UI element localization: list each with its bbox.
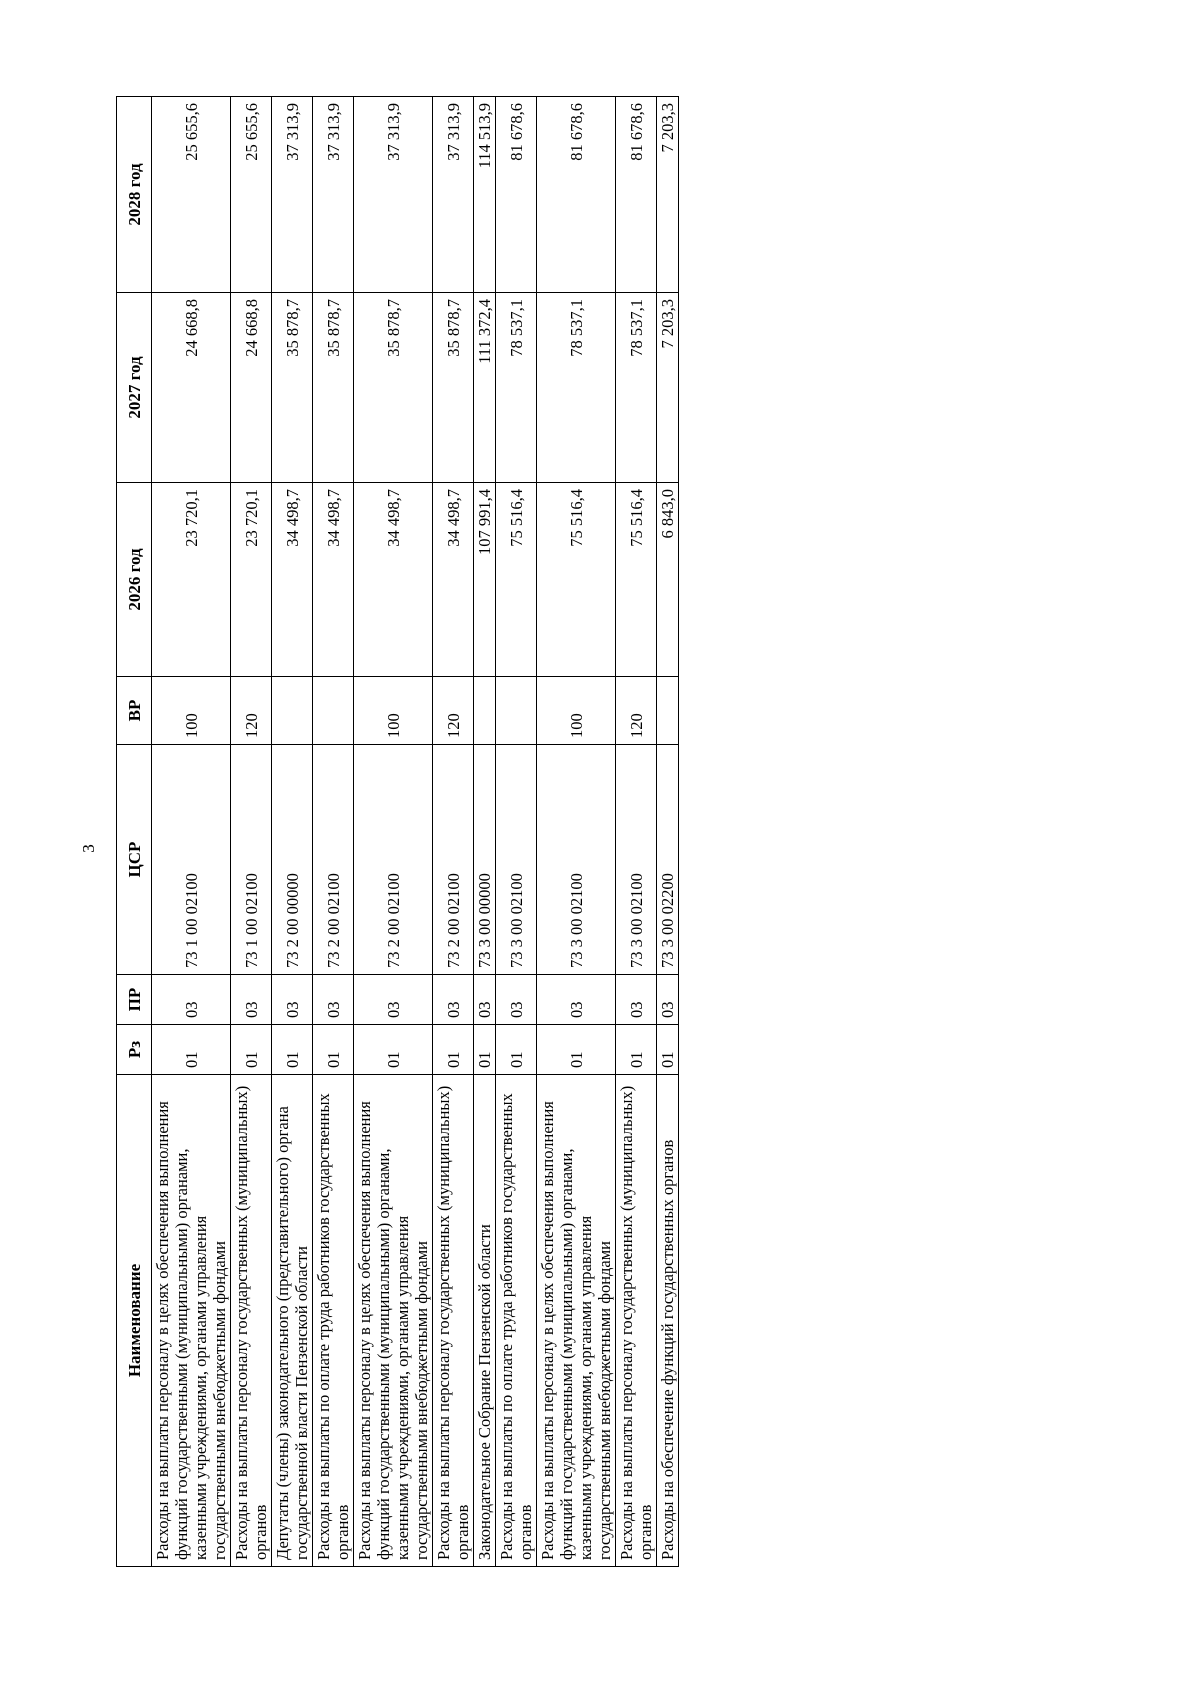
cell-rz: 01 [272, 1025, 313, 1075]
cell-rz: 01 [433, 1025, 474, 1075]
header-pr: ПР [117, 975, 152, 1025]
header-vr: ВР [117, 677, 152, 745]
cell-2027: 7 203,3 [657, 293, 679, 483]
cell-2027: 35 878,7 [313, 293, 354, 483]
cell-rz: 01 [354, 1025, 433, 1075]
cell-2026: 34 498,7 [433, 483, 474, 677]
cell-2026: 34 498,7 [313, 483, 354, 677]
table-row [657, 97, 679, 1567]
cell-csr: 73 2 00 02100 [433, 745, 474, 975]
cell-2028: 37 313,9 [313, 97, 354, 293]
cell-name: Расходы на выплаты персоналу государственных (муниципальных) органов [231, 1075, 272, 1567]
cell-name: Расходы на выплаты по оплате труда работников государственных органов [313, 1075, 354, 1567]
cell-pr: 03 [496, 975, 537, 1025]
page-number: 3 [78, 844, 98, 853]
cell-vr [313, 677, 354, 745]
header-name: Наименование [117, 1075, 152, 1567]
cell-name: Расходы на выплаты по оплате труда работников государственных органов [496, 1075, 537, 1567]
cell-2027: 78 537,1 [537, 293, 616, 483]
cell-csr: 73 3 00 02100 [616, 745, 657, 975]
cell-csr: 73 3 00 02100 [537, 745, 616, 975]
cell-2028: 37 313,9 [272, 97, 313, 293]
cell-2028: 37 313,9 [433, 97, 474, 293]
cell-csr: 73 3 00 00000 [474, 745, 496, 975]
header-csr: ЦСР [117, 745, 152, 975]
cell-csr: 73 2 00 00000 [272, 745, 313, 975]
cell-2027: 111 372,4 [474, 293, 496, 483]
cell-2028: 81 678,6 [616, 97, 657, 293]
cell-rz: 01 [496, 1025, 537, 1075]
cell-name: Депутаты (члены) законодательного (представительного) органа государственной власти Пензенской области [272, 1075, 313, 1567]
cell-csr: 73 2 00 02100 [313, 745, 354, 975]
cell-name: Расходы на выплаты персоналу государственных (муниципальных) органов [616, 1075, 657, 1567]
cell-2027: 78 537,1 [496, 293, 537, 483]
header-2027: 2027 год [117, 293, 152, 483]
cell-rz: 01 [616, 1025, 657, 1075]
cell-2028: 25 655,6 [152, 97, 231, 293]
cell-pr: 03 [657, 975, 679, 1025]
cell-2028: 114 513,9 [474, 97, 496, 293]
cell-csr: 73 2 00 02100 [354, 745, 433, 975]
table-row [152, 97, 231, 1567]
header-2028: 2028 год [117, 97, 152, 293]
cell-vr [272, 677, 313, 745]
cell-vr [474, 677, 496, 745]
cell-vr: 100 [537, 677, 616, 745]
table-header-row [117, 97, 152, 1567]
cell-2026: 75 516,4 [496, 483, 537, 677]
cell-2027: 35 878,7 [433, 293, 474, 483]
table-row [537, 97, 616, 1567]
cell-csr: 73 1 00 02100 [231, 745, 272, 975]
cell-name: Законодательное Собрание Пензенской области [474, 1075, 496, 1567]
table-row [231, 97, 272, 1567]
table-row [272, 97, 313, 1567]
cell-vr [496, 677, 537, 745]
cell-rz: 01 [537, 1025, 616, 1075]
cell-name: Расходы на выплаты персоналу в целях обеспечения выполнения функций государственными (муниципальными) органами, казенными учреждениями, органами управления государственными внебюджетными фондами [537, 1075, 616, 1567]
cell-2027: 24 668,8 [152, 293, 231, 483]
table-row [354, 97, 433, 1567]
table-body [152, 97, 679, 1567]
cell-2026: 23 720,1 [152, 483, 231, 677]
cell-2028: 81 678,6 [537, 97, 616, 293]
cell-vr [657, 677, 679, 745]
cell-pr: 03 [433, 975, 474, 1025]
cell-vr: 100 [152, 677, 231, 745]
cell-2028: 81 678,6 [496, 97, 537, 293]
cell-vr: 120 [616, 677, 657, 745]
header-2026: 2026 год [117, 483, 152, 677]
table-row [474, 97, 496, 1567]
cell-vr: 120 [433, 677, 474, 745]
cell-2026: 23 720,1 [231, 483, 272, 677]
table-row [616, 97, 657, 1567]
cell-2028: 25 655,6 [231, 97, 272, 293]
budget-table [116, 96, 679, 1567]
cell-csr: 73 1 00 02100 [152, 745, 231, 975]
cell-pr: 03 [313, 975, 354, 1025]
budget-table-rotated [116, 97, 1011, 1567]
cell-2028: 37 313,9 [354, 97, 433, 293]
cell-pr: 03 [354, 975, 433, 1025]
cell-rz: 01 [231, 1025, 272, 1075]
cell-pr: 03 [616, 975, 657, 1025]
cell-2026: 75 516,4 [537, 483, 616, 677]
cell-name: Расходы на выплаты персоналу в целях обеспечения выполнения функций государственными (муниципальными) органами, казенными учреждениями, органами управления государственными внебюджетными фондами [354, 1075, 433, 1567]
cell-2026: 75 516,4 [616, 483, 657, 677]
cell-name: Расходы на обеспечение функций государственных органов [657, 1075, 679, 1567]
cell-vr: 120 [231, 677, 272, 745]
table-row [496, 97, 537, 1567]
cell-rz: 01 [657, 1025, 679, 1075]
cell-2027: 24 668,8 [231, 293, 272, 483]
cell-pr: 03 [152, 975, 231, 1025]
cell-2027: 78 537,1 [616, 293, 657, 483]
cell-rz: 01 [152, 1025, 231, 1075]
cell-2026: 34 498,7 [272, 483, 313, 677]
cell-2026: 6 843,0 [657, 483, 679, 677]
header-rz: Рз [117, 1025, 152, 1075]
cell-2027: 35 878,7 [272, 293, 313, 483]
cell-name: Расходы на выплаты персоналу государственных (муниципальных) органов [433, 1075, 474, 1567]
cell-pr: 03 [231, 975, 272, 1025]
table-row [433, 97, 474, 1567]
cell-csr: 73 3 00 02200 [657, 745, 679, 975]
cell-2027: 35 878,7 [354, 293, 433, 483]
cell-rz: 01 [313, 1025, 354, 1075]
cell-pr: 03 [272, 975, 313, 1025]
table-row [313, 97, 354, 1567]
cell-csr: 73 3 00 02100 [496, 745, 537, 975]
cell-rz: 01 [474, 1025, 496, 1075]
cell-pr: 03 [474, 975, 496, 1025]
cell-pr: 03 [537, 975, 616, 1025]
cell-2026: 34 498,7 [354, 483, 433, 677]
cell-name: Расходы на выплаты персоналу в целях обеспечения выполнения функций государственными (муниципальными) органами, казенными учреждениями, органами управления государственными внебюджетными фондами [152, 1075, 231, 1567]
cell-2028: 7 203,3 [657, 97, 679, 293]
budget-table-container [116, 97, 1011, 1567]
cell-2026: 107 991,4 [474, 483, 496, 677]
cell-vr: 100 [354, 677, 433, 745]
